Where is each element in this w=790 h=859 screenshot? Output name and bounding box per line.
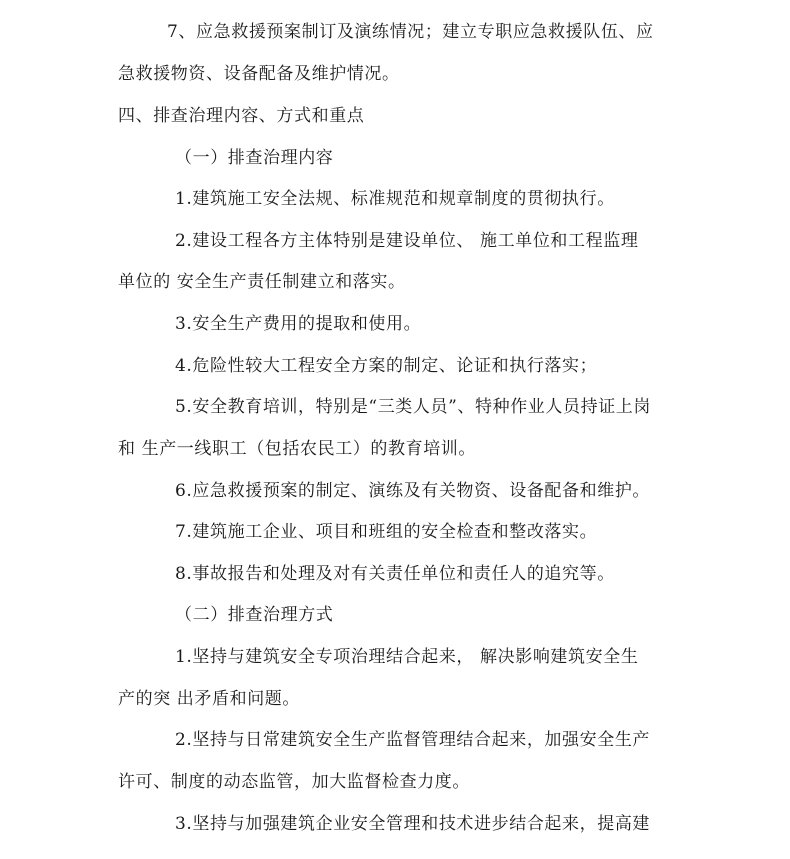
paragraph-item-7-line-1: 7、应急救援预案制订及演练情况；建立专职应急救援队伍、应 xyxy=(167,22,654,42)
list-item-7: 7.建筑施工企业、项目和班组的安全检查和整改落实。 xyxy=(175,522,598,542)
method-item-3-line-1: 3.坚持与加强建筑企业安全管理和技术进步结合起来，提高建 xyxy=(175,814,651,834)
method-item-2-line-1: 2.坚持与日常建筑安全生产监督管理结合起来，加强安全生产 xyxy=(175,730,651,750)
subsection-heading-2: （二）排查治理方式 xyxy=(175,605,334,625)
method-item-1-line-1: 1.坚持与建筑安全专项治理结合起来， 解决影响建筑安全生 xyxy=(175,647,639,667)
list-item-5-line-2: 和 生产一线职工（包括农民工）的教育培训。 xyxy=(118,439,477,459)
list-item-2-line-1: 2.建设工程各方主体特别是建设单位、 施工单位和工程监理 xyxy=(175,231,639,251)
subsection-heading-1: （一）排查治理内容 xyxy=(175,148,334,168)
paragraph-item-7-line-2: 急救援物资、设备配备及维护情况。 xyxy=(118,64,400,84)
list-item-3: 3.安全生产费用的提取和使用。 xyxy=(175,314,422,334)
list-item-5-line-1: 5.安全教育培训，特别是“三类人员”、特种作业人员持证上岗 xyxy=(175,397,652,417)
list-item-8: 8.事故报告和处理及对有关责任单位和责任人的追究等。 xyxy=(175,564,615,584)
section-heading-4: 四、排查治理内容、方式和重点 xyxy=(118,106,365,126)
list-item-4: 4.危险性较大工程安全方案的制定、论证和执行落实； xyxy=(175,356,598,376)
list-item-6: 6.应急救援预案的制定、演练及有关物资、设备配备和维护。 xyxy=(175,481,651,501)
list-item-1: 1.建筑施工安全法规、标准规范和规章制度的贯彻执行。 xyxy=(175,189,615,209)
method-item-1-line-2: 产的突 出矛盾和问题。 xyxy=(118,689,301,709)
method-item-2-line-2: 许可、制度的动态监管，加大监督检查力度。 xyxy=(118,772,470,792)
list-item-2-line-2: 单位的 安全生产责任制建立和落实。 xyxy=(118,272,406,292)
